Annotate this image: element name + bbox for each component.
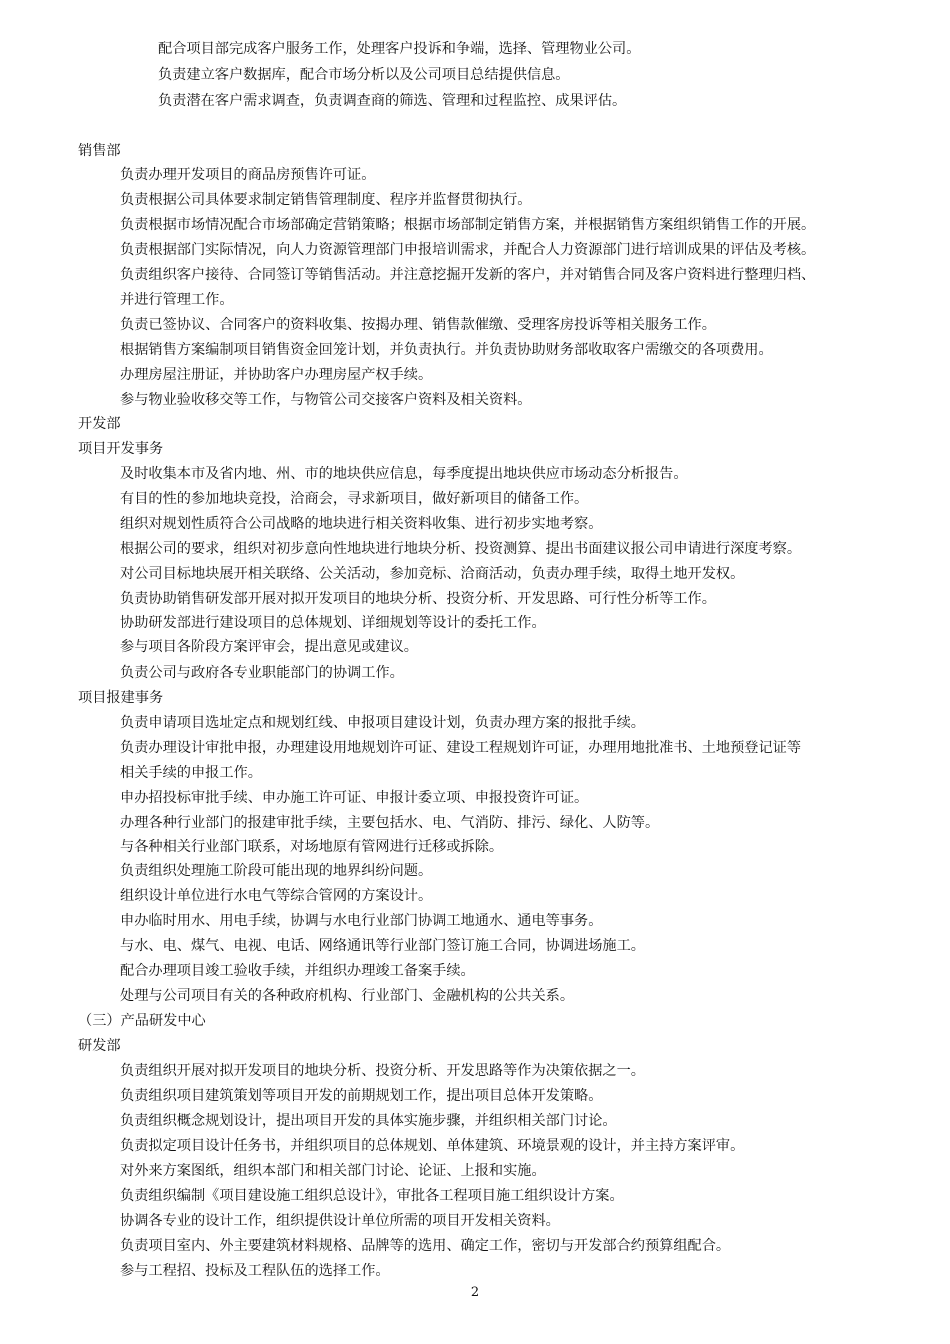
list-item: 及时收集本市及省内地、州、市的地块供应信息，每季度提出地块供应市场动态分析报告。 <box>120 466 688 482</box>
list-item: 负责申请项目选址定点和规划红线、申报项目建设计划，负责办理方案的报批手续。 <box>120 715 645 731</box>
list-item: 负责组织客户接待、合同签订等销售活动。并注意挖掘开发新的客户，并对销售合同及客户资料进行整理归档、 <box>120 267 816 283</box>
list-item: 协助研发部进行建设项目的总体规划、详细规划等设计的委托工作。 <box>120 615 546 631</box>
list-item: 组织设计单位进行水电气等综合管网的方案设计。 <box>120 888 433 904</box>
subsection-heading-project-dev: 项目开发事务 <box>78 441 164 457</box>
list-item: 与水、电、煤气、电视、电话、网络通讯等行业部门签订施工合同，协调进场施工。 <box>120 938 645 954</box>
subsection-heading-rnd-dept: 研发部 <box>78 1038 121 1054</box>
section-heading-dev: 开发部 <box>78 416 121 432</box>
list-item: 负责根据市场情况配合市场部确定营销策略；根据市场部制定销售方案，并根据销售方案组织销售工作的开展。 <box>120 217 816 233</box>
list-item: 负责公司与政府各专业职能部门的协调工作。 <box>120 665 404 681</box>
list-item: 负责根据部门实际情况，向人力资源管理部门申报培训需求，并配合人力资源部门进行培训成果的评估及考核。 <box>120 242 816 258</box>
list-item: 负责办理开发项目的商品房预售许可证。 <box>120 167 376 183</box>
section-heading-sales: 销售部 <box>78 143 121 159</box>
list-item: 对外来方案图纸，组织本部门和相关部门讨论、论证、上报和实施。 <box>120 1163 546 1179</box>
list-item: 负责协助销售研发部开展对拟开发项目的地块分析、投资分析、开发思路、可行性分析等工作。 <box>120 591 716 607</box>
list-item: 负责组织开展对拟开发项目的地块分析、投资分析、开发思路等作为决策依据之一。 <box>120 1063 645 1079</box>
list-item: 协调各专业的设计工作，组织提供设计单位所需的项目开发相关资料。 <box>120 1213 560 1229</box>
list-item: 根据公司的要求，组织对初步意向性地块进行地块分析、投资测算、提出书面建议报公司申请进行深度考察。 <box>120 541 802 557</box>
list-item: 根据销售方案编制项目销售资金回笼计划，并负责执行。并负责协助财务部收取客户需缴交的各项费用。 <box>120 342 773 358</box>
section-heading-rnd-center: （三）产品研发中心 <box>78 1013 206 1029</box>
list-item: 配合办理项目竣工验收手续，并组织办理竣工备案手续。 <box>120 963 475 979</box>
list-item: 参与项目各阶段方案评审会，提出意见或建议。 <box>120 639 418 655</box>
list-item: 申办招投标审批手续、申办施工许可证、申报计委立项、申报投资许可证。 <box>120 790 589 806</box>
list-item: 处理与公司项目有关的各种政府机构、行业部门、金融机构的公共关系。 <box>120 988 575 1004</box>
list-item: 负责组织概念规划设计，提出项目开发的具体实施步骤，并组织相关部门讨论。 <box>120 1113 617 1129</box>
intro-line: 负责潜在客户需求调查，负责调查商的筛选、管理和过程监控、成果评估。 <box>158 93 627 109</box>
list-item: 办理房屋注册证，并协助客户办理房屋产权手续。 <box>120 367 433 383</box>
page-number: 2 <box>470 1285 480 1300</box>
list-item: 并进行管理工作。 <box>120 292 234 308</box>
intro-line: 配合项目部完成客户服务工作，处理客户投诉和争端，选择、管理物业公司。 <box>158 41 641 57</box>
list-item: 申办临时用水、用电手续，协调与水电行业部门协调工地通水、通电等事务。 <box>120 913 603 929</box>
list-item: 负责根据公司具体要求制定销售管理制度、程序并监督贯彻执行。 <box>120 192 532 208</box>
list-item: 对公司目标地块展开相关联络、公关活动，参加竞标、洽商活动，负责办理手续，取得土地开发权。 <box>120 566 745 582</box>
list-item: 参与工程招、投标及工程队伍的选择工作。 <box>120 1263 390 1279</box>
list-item: 与各种相关行业部门联系，对场地原有管网进行迁移或拆除。 <box>120 839 504 855</box>
list-item: 参与物业验收移交等工作，与物管公司交接客户资料及相关资料。 <box>120 392 532 408</box>
list-item: 负责项目室内、外主要建筑材料规格、品牌等的选用、确定工作，密切与开发部合约预算组配合。 <box>120 1238 731 1254</box>
subsection-heading-project-permit: 项目报建事务 <box>78 690 164 706</box>
list-item: 组织对规划性质符合公司战略的地块进行相关资料收集、进行初步实地考察。 <box>120 516 603 532</box>
list-item: 负责办理设计审批申报，办理建设用地规划许可证、建设工程规划许可证，办理用地批准书、土地预登记证等 <box>120 740 802 756</box>
list-item: 相关手续的申报工作。 <box>120 765 262 781</box>
list-item: 有目的性的参加地块竞投，洽商会，寻求新项目，做好新项目的储备工作。 <box>120 491 589 507</box>
list-item: 负责已签协议、合同客户的资料收集、按揭办理、销售款催缴、受理客房投诉等相关服务工作。 <box>120 317 716 333</box>
list-item: 负责拟定项目设计任务书，并组织项目的总体规划、单体建筑、环境景观的设计，并主持方案评审。 <box>120 1138 745 1154</box>
intro-line: 负责建立客户数据库，配合市场分析以及公司项目总结提供信息。 <box>158 67 570 83</box>
list-item: 负责组织编制《项目建设施工组织总设计》，审批各工程项目施工组织设计方案。 <box>120 1188 624 1204</box>
list-item: 负责组织处理施工阶段可能出现的地界纠纷问题。 <box>120 863 433 879</box>
list-item: 办理各种行业部门的报建审批手续，主要包括水、电、气消防、排污、绿化、人防等。 <box>120 815 660 831</box>
list-item: 负责组织项目建筑策划等项目开发的前期规划工作，提出项目总体开发策略。 <box>120 1088 603 1104</box>
